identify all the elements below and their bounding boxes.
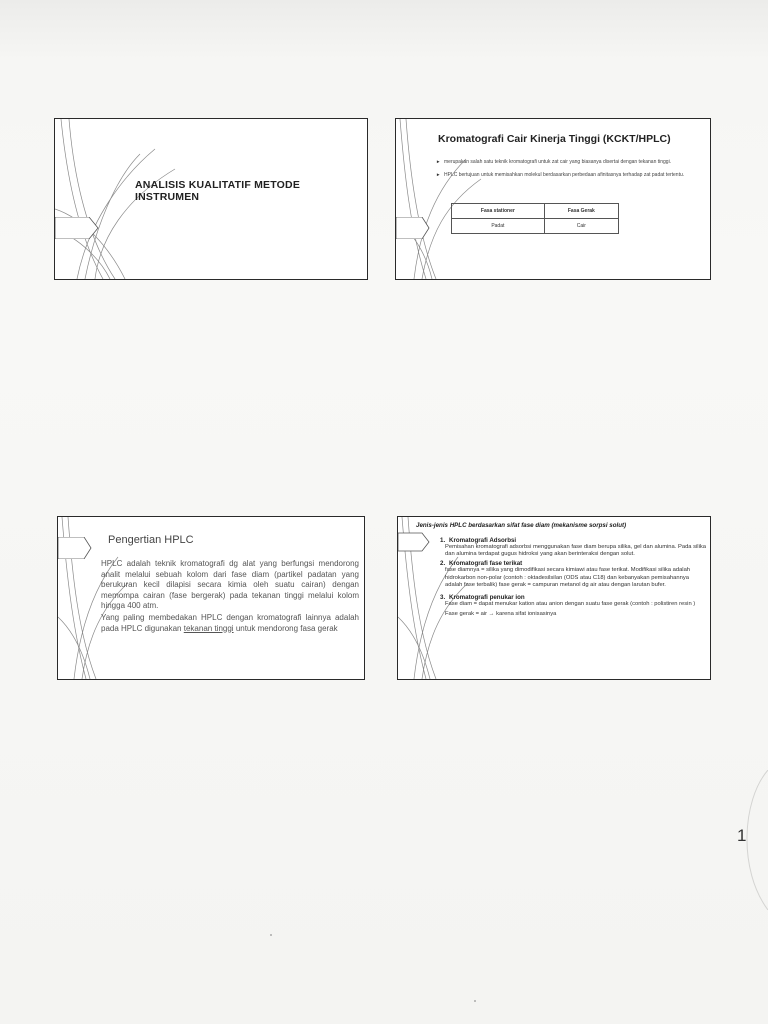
list-item-text: fase diamnya = silika yang dimodifikasi secara kimiawi atau fase terikat. Modifikasi silika adalah hidrokarbon non-polar (contoh : oktadesilsilan (ODS atau C18) dan kebanyakan pemisahannya adalah fase terbalik) fase gerak = campuran metanol dg air atau dengan larutan bufer. (445, 567, 691, 588)
arrow-tab-icon (58, 537, 92, 559)
slide-1 (54, 118, 368, 280)
slide-4-title: Jenis-jenis HPLC berdasarkan sifat fase diam (mekanisme sorpsi solut) (416, 522, 627, 529)
paragraph: HPLC adalah teknik kromatografi dg alat yang berfungsi mendorong analit melalui sebuah kolom dari fase diam (partikel padatan yang berukuran kecil dilapisi secara kimia oleh suatu cairan) dengan memompa cairan (fase bergerak) pada tekanan tinggi melalui kolom hingga 400 atm. (101, 559, 359, 611)
item-number: 3. (440, 594, 446, 602)
slide-3-body (101, 559, 359, 635)
list-item-text: Fase gerak = air → karena sifat ionisasinya (445, 611, 557, 618)
slide-4 (397, 516, 711, 680)
table-header: Fasa stationer (452, 204, 545, 219)
list-item-text: Pemisahan kromatografi adsorbsi menggunakan fase diam berupa silika, gel dan alumina. Pada silika dan alumina terdapat gugus hidroksi yang akan berinteraksi dengan solut. (445, 544, 707, 558)
slide-2 (395, 118, 711, 280)
list-item-heading (440, 537, 706, 544)
text-span: untuk mendorong fasa gerak (235, 623, 338, 633)
bullet-item: ► HPLC bertujuan untuk memisahkan molekul berdasarkan perbedaan afinitasnya terhadap zat padat tertentu. (436, 172, 706, 179)
phase-table (451, 203, 619, 234)
bullet-item: ► merupakan salah satu teknik kromatografi untuk zat cair yang biasanya disertai dengan tekanan tinggi. (436, 159, 706, 166)
slide-3-title: Pengertian HPLC (108, 534, 194, 546)
arrow-tab-icon (396, 217, 430, 239)
item-heading-text: Kromatografi fase terikat (449, 560, 523, 568)
arrow-tab-icon (55, 217, 99, 239)
slide-2-title: Kromatografi Cair Kinerja Tinggi (KCKT/HPLC) (438, 133, 671, 145)
arrow-tab-icon (398, 531, 430, 553)
scan-speck (270, 934, 272, 936)
list-item-text: Fase diam = dapat menukar kation atau anion dengan suatu fase gerak (contoh : polistiren resin ) (445, 601, 696, 608)
item-number: 1. (440, 537, 446, 544)
slide-3 (57, 516, 365, 680)
underlined-text: tekanan tinggi (183, 623, 234, 633)
list-item-heading (440, 560, 706, 567)
page-number: 1 (737, 826, 747, 845)
text-span: Yang paling membedakan HPLC dengan kromatografi lainnya adalah pada HPLC digunakan (101, 612, 359, 633)
table-cell: Cair (544, 219, 618, 234)
paragraph (101, 613, 359, 634)
scan-speck (474, 1000, 476, 1002)
table-row (452, 219, 619, 234)
table-header: Fasa Gerak (544, 204, 618, 219)
item-heading-text: Kromatografi Adsorbsi (449, 537, 517, 544)
slide-4-content (440, 535, 706, 618)
table-cell: Padat (452, 219, 545, 234)
item-heading-text: Kromatografi penukar ion (449, 594, 525, 602)
bullet-list (436, 159, 706, 184)
item-number: 2. (440, 560, 446, 568)
list-item-heading (440, 594, 706, 601)
slide-1-title: ANALISIS KUALITATIF METODE INSTRUMEN (135, 179, 301, 203)
